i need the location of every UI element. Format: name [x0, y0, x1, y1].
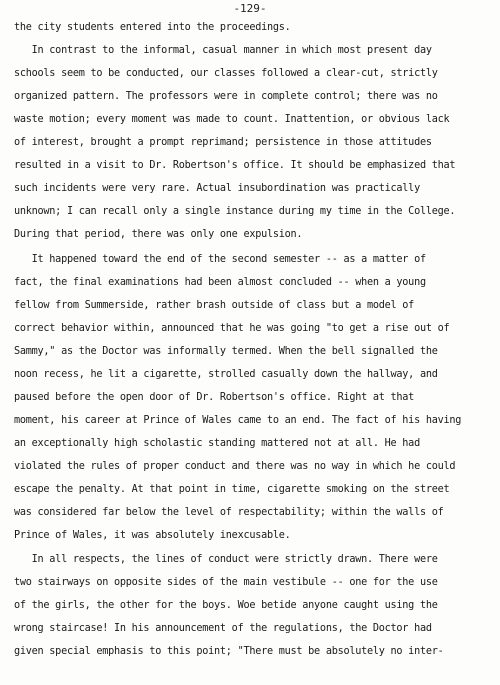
text-line: violated the rules of proper conduct and there was no way in which he could — [14, 461, 456, 472]
text-line: moment, his career at Prince of Wales came to an end. The fact of his having — [14, 415, 462, 426]
text-line: correct behavior within, announced that he was going "to get a rise out of — [14, 323, 450, 334]
text-line: paused before the open door of Dr. Robertson's office. Right at that — [14, 392, 415, 403]
text-line: schools seem to be conducted, our classes followed a clear-cut, strictly — [14, 68, 438, 79]
text-line: wrong staircase! In his announcement of the regulations, the Doctor had — [14, 623, 432, 634]
text-line: given special emphasis to this point; "There must be absolutely no inter- — [14, 646, 444, 657]
text-line: was considered far below the level of respectability; within the walls of — [14, 507, 444, 518]
text-line: of interest, brought a prompt reprimand; persistence in those attitudes — [14, 137, 432, 148]
text-line: Sammy," as the Doctor was informally termed. When the bell signalled the — [14, 346, 438, 357]
text-line: Prince of Wales, it was absolutely inexcusable. — [14, 530, 291, 541]
text-line: fellow from Summerside, rather brash outside of class but a model of — [14, 300, 415, 311]
text-line: organized pattern. The professors were in complete control; there was no — [14, 91, 438, 102]
text-line: resulted in a visit to Dr. Robertson's office. It should be emphasized that — [14, 160, 456, 171]
text-line: the city students entered into the proceedings. — [14, 22, 291, 33]
page-number: -129- — [233, 2, 267, 15]
text-line: In contrast to the informal, casual manner in which most present day — [14, 45, 432, 56]
text-line: two stairways on opposite sides of the main vestibule -- one for the use — [14, 577, 438, 588]
text-line: of the girls, the other for the boys. Woe betide anyone caught using the — [14, 600, 438, 611]
text-line: During that period, there was only one expulsion. — [14, 229, 303, 240]
text-line: unknown; I can recall only a single instance during my time in the College. — [14, 206, 456, 217]
text-line: noon recess, he lit a cigarette, strolled casually down the hallway, and — [14, 369, 438, 380]
text-line: waste motion; every moment was made to count. Inattention, or obvious lack — [14, 114, 450, 125]
text-line: such incidents were very rare. Actual insubordination was practically — [14, 183, 420, 194]
text-line: In all respects, the lines of conduct were strictly drawn. There were — [14, 554, 438, 565]
text-line: escape the penalty. At that point in time, cigarette smoking on the street — [14, 484, 450, 495]
text-line: It happened toward the end of the second semester -- as a matter of — [14, 254, 426, 265]
text-line: fact, the final examinations had been almost concluded -- when a young — [14, 277, 426, 288]
text-line: an exceptionally high scholastic standing mattered not at all. He had — [14, 438, 420, 449]
